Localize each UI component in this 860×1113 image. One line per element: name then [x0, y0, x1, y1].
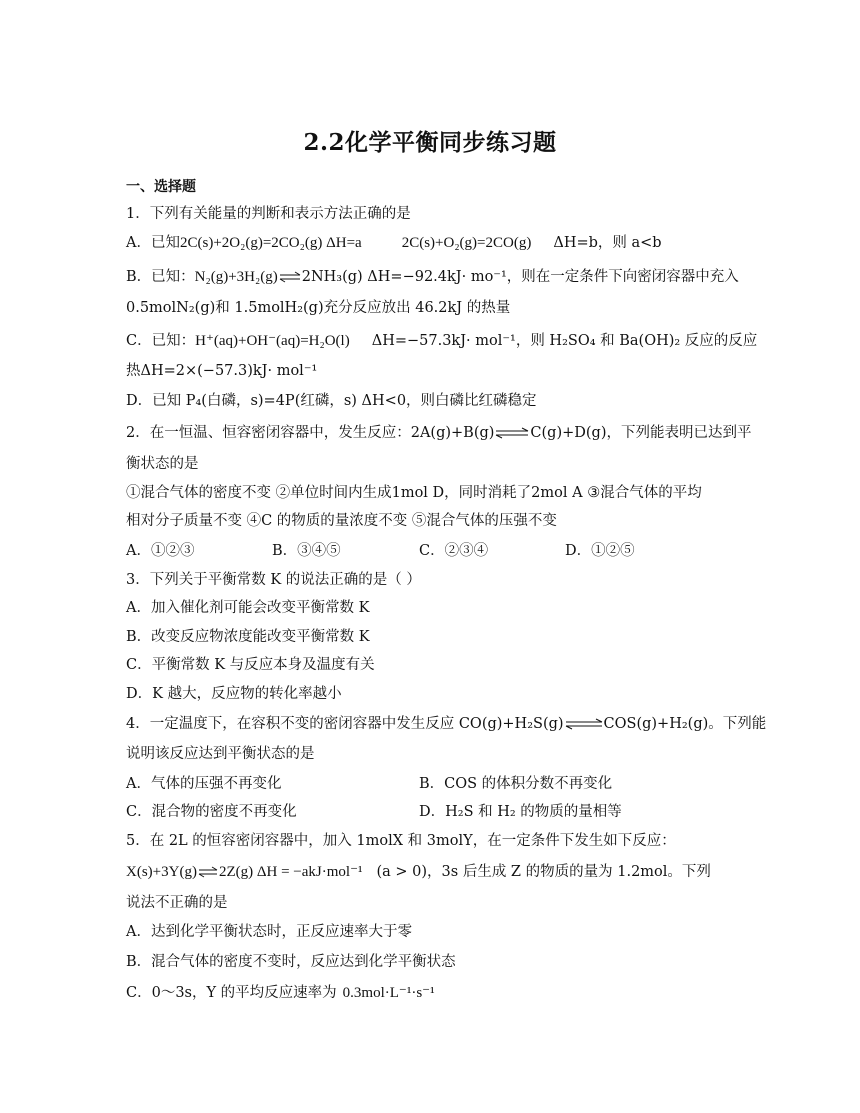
question-1-option-c-cont: 热ΔH=2×(−57.3)kJ· mol⁻¹	[126, 363, 318, 379]
question-3-stem: 3．下列关于平衡常数 K 的说法正确的是（ ）	[126, 572, 421, 588]
question-2-stem: 2．在一恒温、恒容密闭容器中，发生反应：2A(g)+B(g) C(g)+D(g)，下列能表明已达到平	[126, 425, 752, 441]
question-5-equation-line: X(s)+3Y(g) 2Z(g) ΔH = −akJ·mol⁻¹ (a > 0)，3s 后生成 Z 的物质的量为 1.2mol。下列	[126, 864, 711, 880]
question-4-option-b: B．COS 的体积分数不再变化	[419, 776, 613, 792]
question-2-conditions-2: 相对分子质量不变 ④C 的物质的量浓度不变 ⑤混合气体的压强不变	[126, 513, 557, 529]
question-1-option-a: A．已知2C(s)+2O₂(g)=2CO₂(g) ΔH=a 2C(s)+O₂(g)=2CO(g) ΔH=b，则 a<b	[126, 235, 662, 251]
question-4-option-a: A．气体的压强不再变化	[126, 776, 282, 792]
question-3-option-c: C．平衡常数 K 与反应本身及温度有关	[126, 657, 375, 673]
question-4-stem-cont: 说明该反应达到平衡状态的是	[126, 746, 315, 762]
page-title: 2.2化学平衡同步练习题	[303, 129, 557, 156]
question-2-option-c: C．②③④	[419, 543, 489, 559]
question-4-option-d: D．H₂S 和 H₂ 的物质的量相等	[419, 804, 622, 820]
question-1-option-b: B．已知：N₂(g)+3H₂(g) 2NH₃(g) ΔH=−92.4kJ· mo⁻¹，则在一定条件下向密闭容器中充入	[126, 269, 739, 285]
question-4-stem: 4．一定温度下，在容积不变的密闭容器中发生反应 CO(g)+H₂S(g) COS(g)+H₂(g)。下列能	[126, 716, 767, 732]
question-5-stem-cont: 说法不正确的是	[126, 895, 228, 911]
q1a-equation-2: 2C(s)+O₂(g)=2CO(g)	[401, 235, 532, 251]
question-5-option-b: B．混合气体的密度不变时，反应达到化学平衡状态	[126, 954, 456, 970]
question-5-option-a: A．达到化学平衡状态时，正反应速率大于零	[126, 924, 412, 940]
question-2-conditions-1: ①混合气体的密度不变 ②单位时间内生成1mol D，同时消耗了2mol A ③混合气体的平均	[126, 485, 702, 501]
question-1-stem: 1．下列有关能量的判断和表示方法正确的是	[126, 206, 411, 222]
equilibrium-arrow-icon	[198, 866, 218, 878]
question-1-option-b-cont: 0.5molN₂(g)和 1.5molH₂(g)充分反应放出 46.2kJ 的热量	[126, 300, 511, 316]
question-1-option-c: C．已知：H⁺(aq)+OH⁻(aq)=H₂O(l) ΔH=−57.3kJ· mol⁻¹，则 H₂SO₄ 和 Ba(OH)₂ 反应的反应	[126, 333, 758, 349]
question-2-option-a: A．①②③	[126, 543, 195, 559]
equilibrium-arrow-icon	[279, 271, 301, 283]
question-3-option-b: B．改变反应物浓度能改变平衡常数 K	[126, 629, 370, 645]
question-4-option-c: C．混合物的密度不再变化	[126, 804, 297, 820]
question-5-option-c: C．0～3s，Y 的平均反应速率为 0.3mol·L⁻¹·s⁻¹	[126, 985, 435, 1001]
question-3-option-a: A．加入催化剂可能会改变平衡常数 K	[126, 600, 370, 616]
question-3-option-d: D．K 越大，反应物的转化率越小	[126, 686, 342, 702]
equilibrium-arrow-icon	[495, 427, 529, 439]
question-2-option-d: D．①②⑤	[565, 543, 635, 559]
question-1-option-d: D．已知 P₄(白磷，s)=4P(红磷，s) ΔH<0，则白磷比红磷稳定	[126, 393, 537, 409]
q1a-equation-1: 2C(s)+2O₂(g)=2CO₂(g) ΔH=a	[179, 235, 362, 251]
section-heading: 一、选择题	[126, 179, 196, 195]
question-2-option-b: B．③④⑤	[272, 543, 341, 559]
question-5-stem: 5．在 2L 的恒容密闭容器中，加入 1molX 和 3molY，在一定条件下发生如下反应：	[126, 833, 676, 849]
question-2-stem-cont: 衡状态的是	[126, 456, 199, 472]
equilibrium-arrow-icon	[565, 718, 603, 730]
